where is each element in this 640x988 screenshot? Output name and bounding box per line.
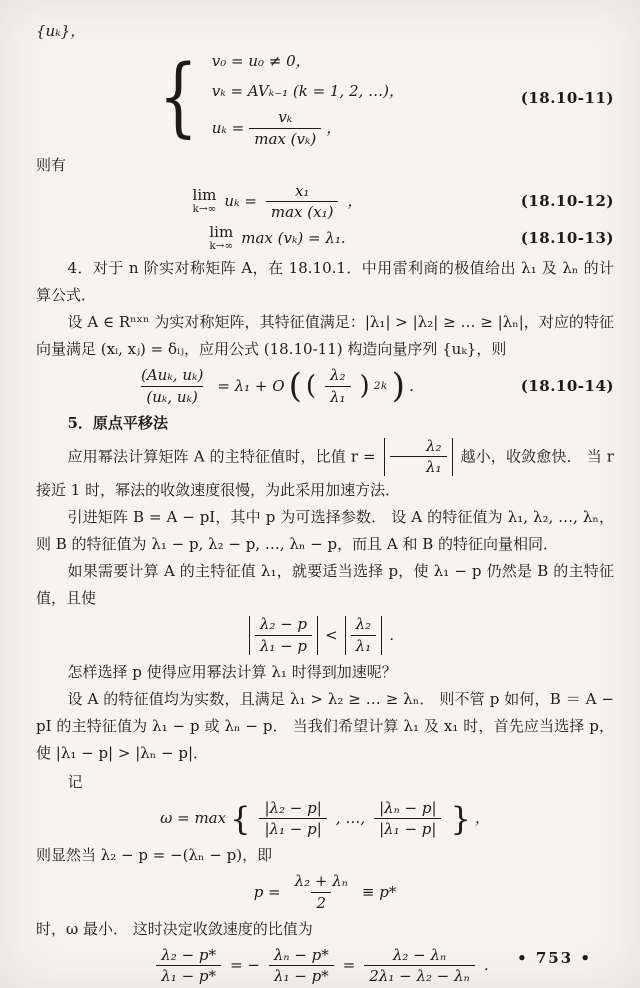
equation-number: (18.10-12) [520, 192, 614, 211]
equation-body [36, 182, 519, 223]
equation-body [36, 799, 614, 840]
fraction [351, 615, 377, 656]
equation-body [36, 872, 614, 913]
equation-body [36, 48, 519, 149]
lhs-text: ω = max [160, 809, 227, 828]
paren-close: ) [359, 371, 370, 402]
fraction-denominator: λ₁ − p* [156, 965, 221, 986]
exponent: 2k [373, 379, 388, 392]
fraction [249, 108, 321, 149]
curly-brace-open: { [230, 799, 251, 838]
equation-18-10-14 [36, 366, 614, 407]
equation-body [36, 366, 519, 407]
fraction-2 [374, 799, 441, 840]
lim-subscript: k→∞ [209, 239, 234, 252]
fraction-denominator: max (vₖ) [249, 128, 321, 149]
paragraph-obviously: 则显然当 λ₂ − p = −(λₙ − p)，即 [36, 846, 273, 864]
paragraph-symmetric-matrix: 设 A ∈ Rⁿˣⁿ 为实对称矩阵，其特征值满足：|λ₁| > |λ₂| ≥ … ≥ |λₙ|，对应的特征向量满足 (xᵢ, xⱼ) = δᵢⱼ，应用公式 (18.10-11) 构造向量序列 {uₖ}，则 [36, 313, 614, 358]
equation-18-10-13 [36, 225, 614, 252]
lhs-text: p = [253, 882, 281, 901]
lim-word: lim [192, 186, 217, 205]
paragraph-item-4: 4．对于 n 阶实对称矩阵 A，在 18.10.1．中用雷利商的极值给出 λ₁ 及 λₙ 的计算公式． [36, 259, 614, 304]
system-line-1: v₀ = u₀ ≠ 0， [211, 52, 311, 70]
system-line-3 [212, 108, 342, 149]
curly-brace-close: } [450, 799, 471, 838]
fraction-2 [269, 946, 334, 987]
fraction-1 [156, 946, 221, 987]
fraction [290, 872, 353, 913]
tail-text: ． [389, 625, 405, 644]
equation-number: (18.10-11) [520, 88, 614, 107]
note-label: 记 [67, 772, 83, 791]
abs-value-fraction [384, 437, 453, 478]
fraction-numerator: λ₂ + λₙ [294, 872, 348, 890]
big-paren-close: ) [391, 366, 405, 407]
fraction-denominator: |λ₁ − p| [374, 818, 441, 839]
fraction-numerator: |λ₂ − p| [264, 798, 322, 817]
equation-body [36, 615, 614, 656]
tail-text: ． [409, 376, 425, 395]
fraction-numerator: λ₂ [330, 366, 346, 384]
paragraph-question: 怎样选择 p 使得应用幂法计算 λ₁ 时得到加速呢？ [67, 662, 397, 681]
equation-18-10-11 [36, 48, 614, 149]
fraction-denominator: λ₁ − p* [269, 965, 334, 986]
equals-minus: = − [230, 956, 260, 975]
abs-value-fraction-left [249, 615, 318, 656]
fraction [266, 182, 339, 223]
equation-18-10-12 [36, 182, 614, 223]
fraction-numerator: λ₂ − p [259, 615, 308, 633]
system-left-brace: { [158, 47, 199, 148]
equation-omega [36, 799, 614, 840]
fraction-numerator: λ₂ [355, 615, 372, 633]
page-number: • 753 • [517, 949, 592, 967]
equation-ratio-inequality [36, 615, 614, 656]
big-paren-open: ( [288, 366, 302, 407]
relation-symbol: < [325, 625, 338, 644]
fraction [255, 615, 312, 656]
fraction-numerator: |λₙ − p| [379, 798, 437, 817]
equals: = [342, 956, 356, 975]
fraction-denominator: max (x₁) [266, 201, 339, 222]
tail-text: ， [474, 809, 490, 828]
fraction [390, 437, 447, 478]
fraction-denominator: λ₁ [390, 456, 447, 477]
fraction-denominator: λ₁ [325, 386, 351, 407]
text-before-fraction: 应用幂法计算矩阵 A 的主特征值时，比值 r = [67, 446, 376, 465]
section-heading-5: 5．原点平移法 [67, 413, 168, 432]
text-after-fraction: 越小，收敛愈快． 当 r 接近 1 时，幂法的收敛速度很慢，为此采用加速方法． [36, 446, 614, 499]
paragraph-power-method [36, 437, 614, 505]
equation-p-star [36, 872, 614, 913]
paragraph-omega-min: 时，ω 最小． 这时决定收敛速度的比值为 [36, 919, 313, 938]
tail-text: ． [483, 956, 499, 975]
equation-mid: = λ₁ + O [217, 376, 285, 395]
fraction-denominator: (uₖ, uₖ) [141, 386, 203, 407]
lambda-ratio-fraction [325, 366, 351, 407]
fraction-denominator: 2λ₁ − λ₂ − λₙ [364, 965, 474, 986]
paragraph-real-eigenvalues: 设 A 的特征值均为实数，且满足 λ₁ > λ₂ ≥ … ≥ λₙ． 则不管 p 如何，B ＝ A − pI 的主特征值为 λ₁ − p 或 λₙ − p． 当我们希望计算 λ₁ 及 x₁ 时，首先应当选择 p，使 |λ₁ − p| > |λₙ − p|． [36, 689, 614, 762]
paren-open: ( [305, 371, 316, 402]
fraction-numerator: λ₂ [426, 436, 442, 455]
fraction-numerator: λₙ − p* [273, 945, 329, 964]
equation-body [36, 225, 519, 252]
limit-operator [193, 188, 217, 215]
rayleigh-fraction [136, 366, 208, 407]
equation-rest: max (vₖ) = λ₁. [241, 229, 346, 247]
equation-number: (18.10-13) [520, 229, 614, 247]
lim-word: lim [209, 223, 234, 242]
limit-operator [209, 225, 233, 252]
system-line-2: vₖ = AVₖ₋₁ (k = 1, 2, …)， [211, 82, 404, 100]
fraction-numerator: λ₂ − λₙ [392, 945, 447, 964]
abs-value-fraction-right [345, 615, 383, 656]
fraction-3 [364, 946, 474, 987]
fraction-numerator: λ₂ − p* [161, 945, 217, 964]
equation-number: (18.10-14) [520, 376, 614, 395]
fraction-numerator: vₖ [278, 108, 293, 126]
fraction-1 [259, 799, 326, 840]
sequence-notation: {uₖ}， [36, 22, 86, 40]
lim-subscript: k→∞ [192, 203, 217, 216]
fraction-denominator: |λ₁ − p| [259, 818, 326, 839]
tail-text: ， [347, 192, 363, 211]
paragraph-choose-p: 如果需要计算 A 的主特征值 λ₁，就要适当选择 p，使 λ₁ − p 仍然是 B 的主特征值，且使 [36, 562, 614, 607]
paragraph-origin-shift: 引进矩阵 B = A − pI，其中 p 为可选择参数． 设 A 的特征值为 λ₁, λ₂, …, λₙ，则 B 的特征值为 λ₁ − p, λ₂ − p, …, λₙ − p，而且 A 和 B 的特征向量相同． [36, 508, 614, 553]
fraction-denominator: λ₁ − p [255, 635, 312, 656]
connector-text: 则有 [36, 155, 67, 174]
lhs-text: uₖ = [211, 118, 245, 137]
fraction-numerator: (Auₖ, uₖ) [140, 366, 204, 384]
fraction-denominator: λ₁ [351, 635, 377, 656]
tail-text: ≡ p* [361, 882, 397, 901]
tail-text: ， [326, 118, 342, 137]
fraction-denominator: 2 [311, 892, 331, 913]
lhs-text: uₖ = [224, 192, 257, 211]
fraction-numerator: x₁ [294, 181, 310, 200]
ellipsis-text: , …, [335, 809, 366, 828]
